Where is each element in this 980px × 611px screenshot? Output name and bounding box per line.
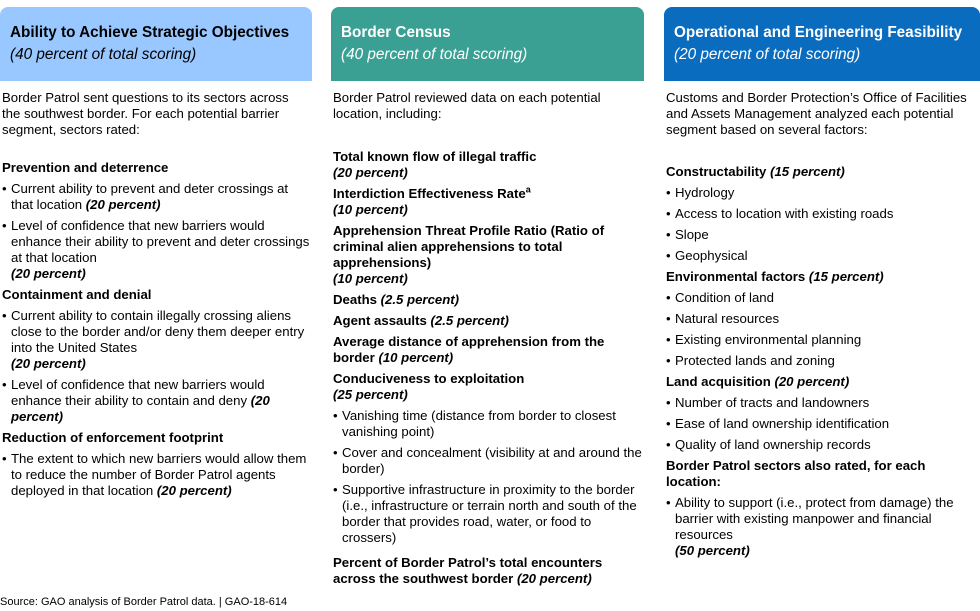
list-item: • Current ability to prevent and deter crossings at that location (20 percent) [2,181,310,213]
section-footprint [2,430,310,499]
column-body [331,81,644,587]
section-prevention [2,160,310,282]
list-item: • Current ability to contain illegally crossing aliens close to the border and/or deny them deeper entry into the United States (20 percent) [2,308,310,372]
section-sector-ratings: Border Patrol sectors also rated, for each location: • Ability to support (i.e., protect from damage) the barrier with existing manpower and financial resources (50 percent) [666,458,978,559]
list-item: • Level of confidence that new barriers would enhance their ability to prevent and deter crossings at that location (20 percent) [2,218,310,282]
column-border-census [331,7,644,592]
footnote-marker: a [525,184,531,195]
section-deaths: Deaths (2.5 percent) [333,292,460,307]
list-item: • Number of tracts and landowners [666,395,978,411]
list-item: • Hydrology [666,185,978,201]
section-title: Containment and denial [2,287,152,302]
list-item: • Natural resources [666,311,978,327]
section-exploitation: Conduciveness to exploitation (25 percent) • Vanishing time (distance from border to closest vanishing point) • Cover and concealment (visibility at and around the border) • Supportive infrastructure in proximity to the border (i.e., infrastructure or terrain north and south of the border that provides road, water, or food to crossers) [333,371,642,546]
section-apprehension-distance: Average distance of apprehension from the border (10 percent) [333,334,605,365]
section-land-acquisition: Land acquisition (20 percent) • Number of tracts and landowners • Ease of land ownership identification • Quality of land ownership records [666,374,978,453]
column-body [664,81,980,559]
list-item: • Ease of land ownership identification [666,416,978,432]
section-constructability: Constructability (15 percent) • Hydrology • Access to location with existing roads • Slope • Geophysical [666,164,978,264]
column-subtitle: (40 percent of total scoring) [341,46,528,63]
intro-text: Border Patrol sent questions to its sectors across the southwest border. For each potential barrier segment, sectors rated: [2,90,289,137]
intro-text: Border Patrol reviewed data on each potential location, including: [333,90,601,121]
column-title: Border Census [341,24,451,41]
section-environmental: Environmental factors (15 percent) • Condition of land • Natural resources • Existing environmental planning • Protected lands and zoning [666,269,978,369]
list-item: • Condition of land [666,290,978,306]
column-header [664,7,980,81]
column-strategic-objectives [0,7,312,504]
list-item: • Geophysical [666,248,978,264]
column-title: Operational and Engineering Feasibility [674,24,963,41]
list-item: • Level of confidence that new barriers would enhance their ability to contain and deny (20 percent) [2,377,310,425]
section-title: Reduction of enforcement footprint [2,430,224,445]
source-note: Source: GAO analysis of Border Patrol data. | GAO-18-614 [0,596,288,608]
list-item: • Ability to support (i.e., protect from damage) the barrier with existing manpower and financial resources (50 percent) [666,495,978,559]
list-item: • Vanishing time (distance from border to closest vanishing point) [333,408,642,440]
list-item: • Protected lands and zoning [666,353,978,369]
column-title: Ability to Achieve Strategic Objectives [10,24,290,41]
section-containment [2,287,310,425]
section-illegal-traffic: Total known flow of illegal traffic (20 percent) [333,149,537,180]
column-header [331,7,644,81]
intro-text: Customs and Border Protection’s Office of Facilities and Assets Management analyzed each potential segment based on several factors: [666,90,967,137]
column-operational-feasibility [664,7,980,564]
column-subtitle: (40 percent of total scoring) [10,46,197,63]
list-item: • Slope [666,227,978,243]
list-item: • Access to location with existing roads [666,206,978,222]
section-threat-profile: Apprehension Threat Profile Ratio (Ratio of criminal alien apprehensions to total apprehensions) (10 percent) [333,223,605,286]
list-item: • Cover and concealment (visibility at and around the border) [333,445,642,477]
list-item: • Quality of land ownership records [666,437,978,453]
section-interdiction-rate: Interdiction Effectiveness Rate$^a$ (10 percent) [333,184,531,217]
list-item: • Existing environmental planning [666,332,978,348]
section-title: Prevention and deterrence [2,160,169,175]
section-agent-assaults: Agent assaults (2.5 percent) [333,313,509,328]
column-header [0,7,312,81]
column-body [0,81,312,499]
list-item: • The extent to which new barriers would allow them to reduce the number of Border Patrol agents deployed in that location (20 percent) [2,451,310,499]
list-item: • Supportive infrastructure in proximity to the border (i.e., infrastructure or terrain north and south of the border that provides road, water, or food to crossers) [333,482,642,546]
section-total-encounters: Percent of Border Patrol’s total encounters across the southwest border (20 percent) [333,555,603,586]
column-subtitle: (20 percent of total scoring) [674,46,861,63]
